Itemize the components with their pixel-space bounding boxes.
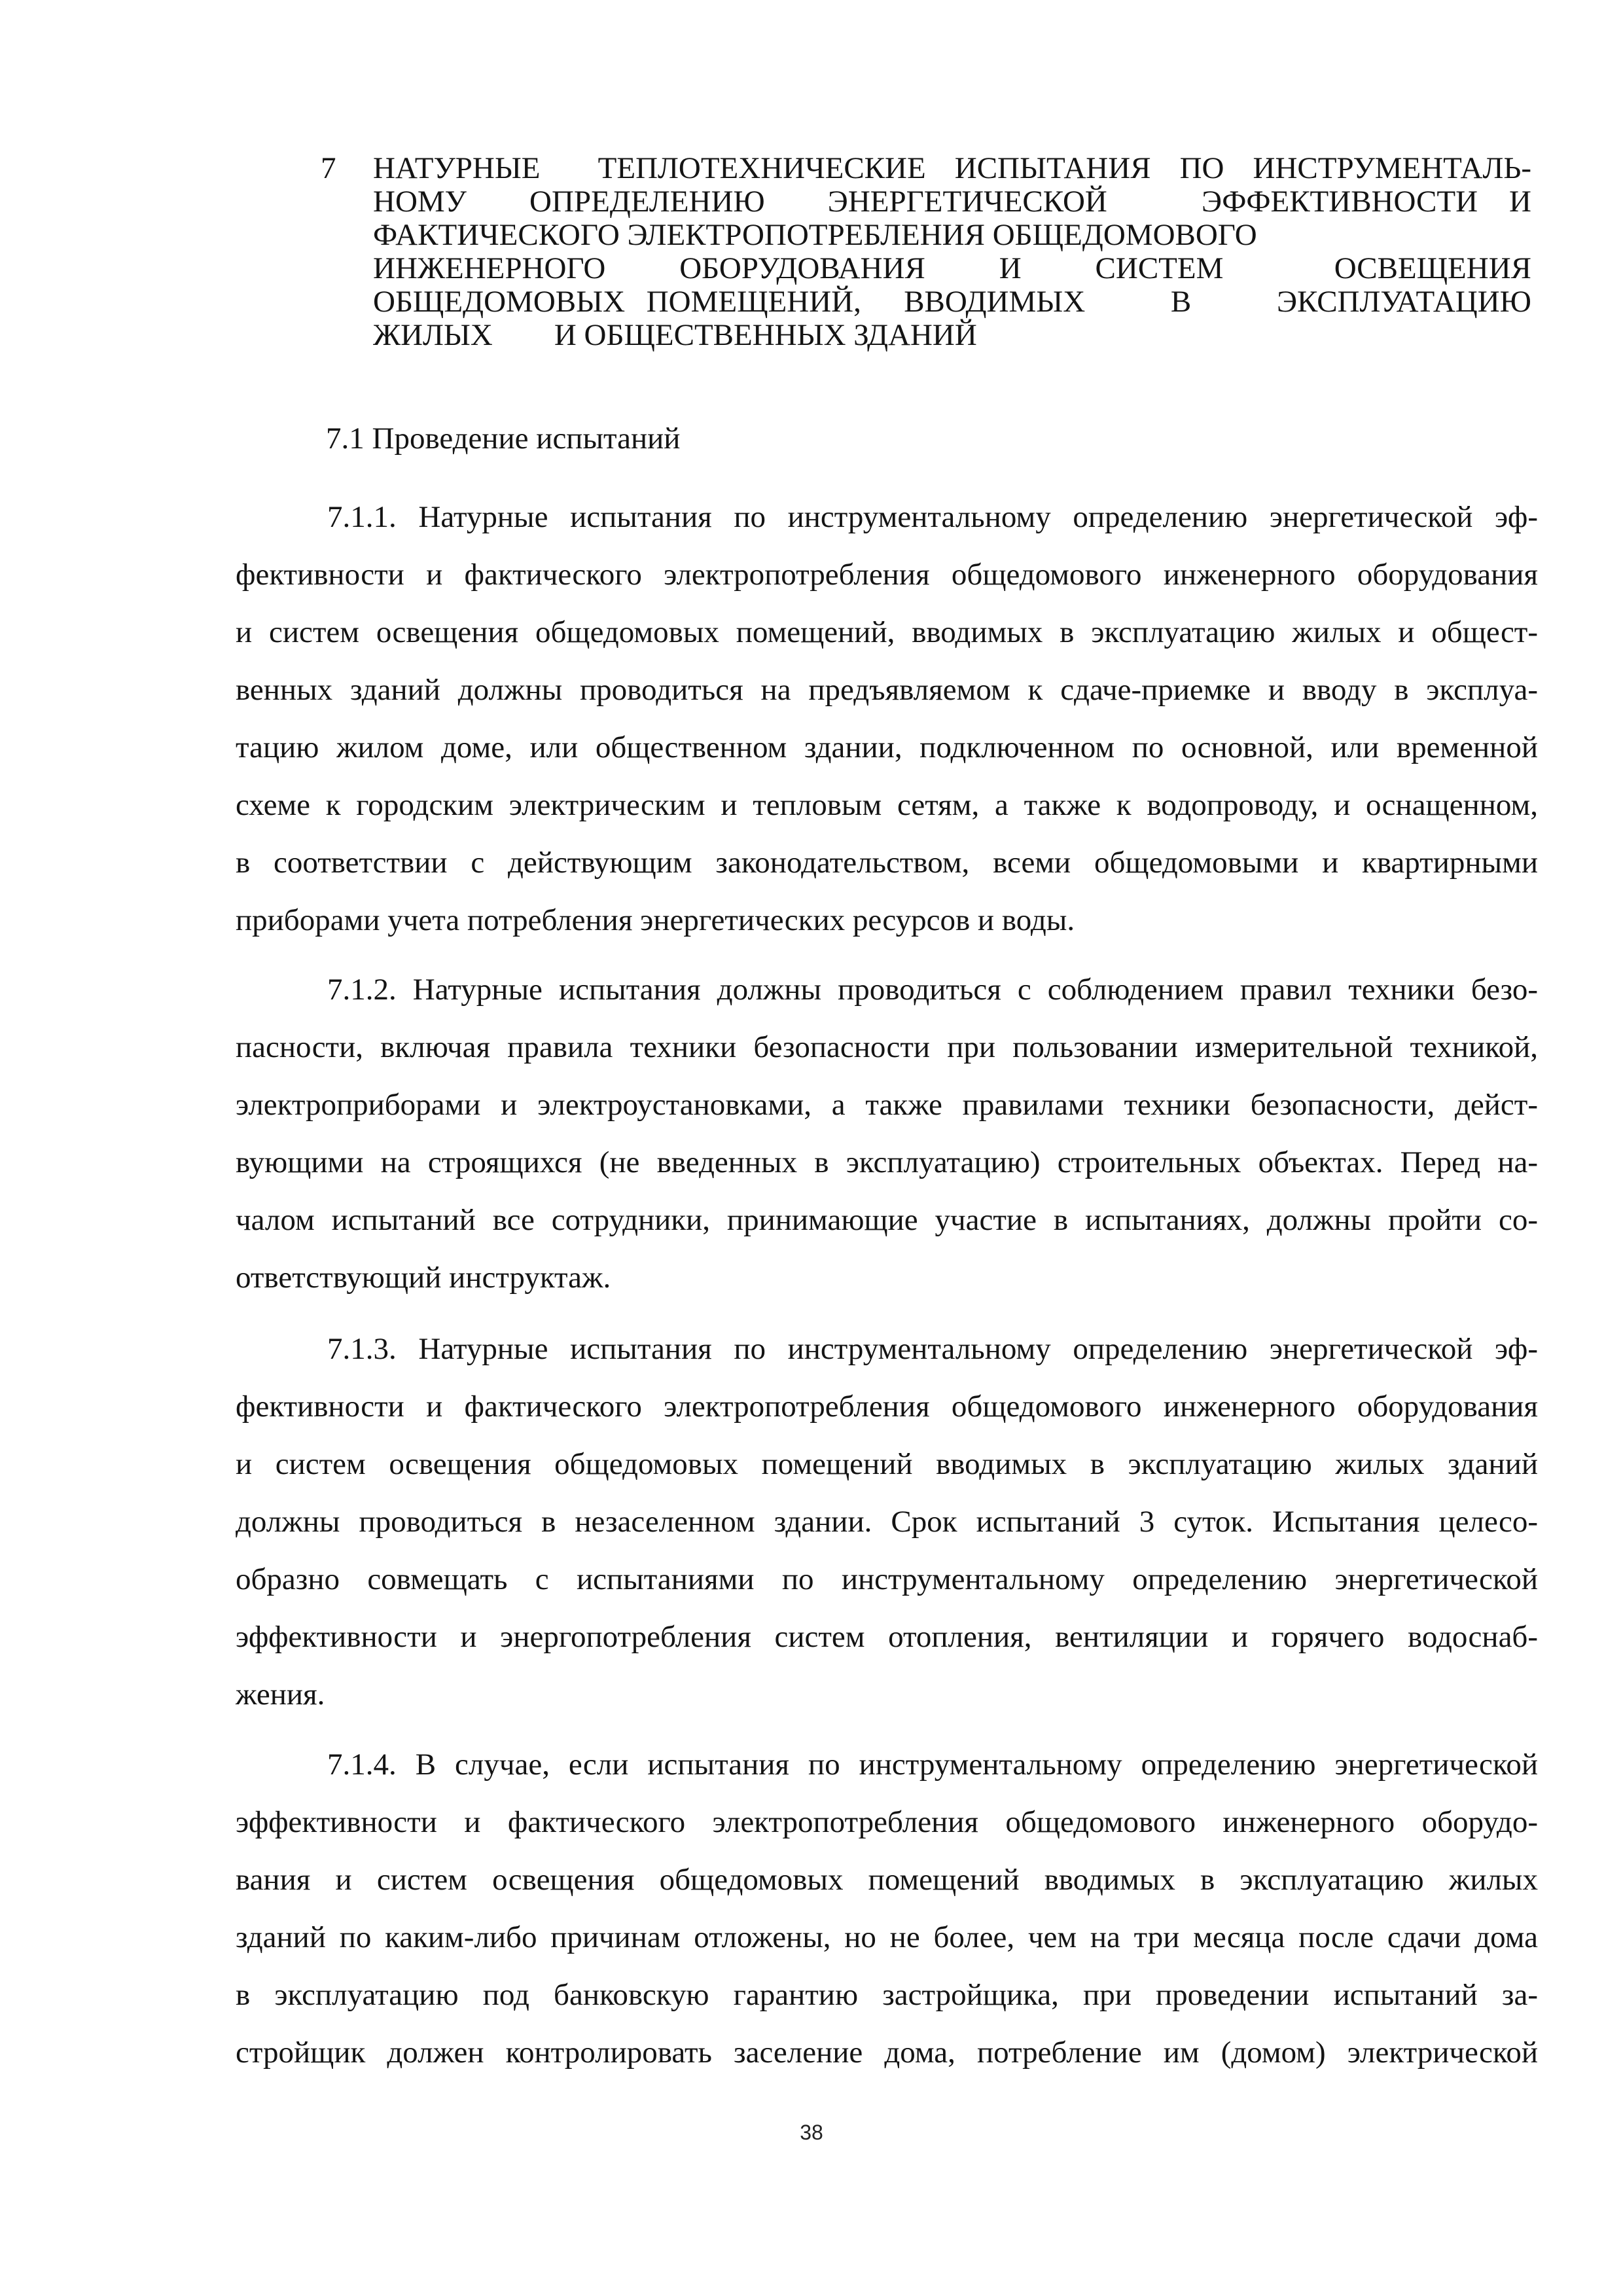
paragraph-line: образно совмещать с испытаниями по инструментальному определению энергетической	[236, 1562, 1538, 1596]
paragraph-line: эффективности и энергопотребления систем отопления, вентиляции и горячего водоснаб-	[236, 1620, 1538, 1654]
paragraph-line: схеме к городским электрическим и тепловым сетям, а также к водопроводу, и оснащенном,	[236, 788, 1538, 822]
paragraph-line: чалом испытаний все сотрудники, принимающие участие в испытаниях, должны пройти со-	[236, 1203, 1538, 1237]
paragraph-line: жения.	[236, 1677, 325, 1712]
paragraph-line: эффективности и фактического электропотребления общедомового инженерного оборудо-	[236, 1805, 1538, 1839]
paragraph-line: и систем освещения общедомовых помещений вводимых в эксплуатацию жилых зданий	[236, 1447, 1538, 1481]
paragraph-line: электроприборами и электроустановками, а также правилами техники безопасности, дейст-	[236, 1088, 1538, 1122]
section-title-line: ИНЖЕНЕРНОГО ОБОРУДОВАНИЯ И СИСТЕМ ОСВЕЩЕНИЯ	[373, 251, 1531, 285]
subsection-title: 7.1 Проведение испытаний	[326, 422, 681, 456]
section-title-line: ЖИЛЫХ И ОБЩЕСТВЕННЫХ ЗДАНИЙ	[373, 318, 977, 352]
paragraph-line: фективности и фактического электропотребления общедомового инженерного оборудования	[236, 558, 1538, 592]
paragraph-line: 7.1.1. Натурные испытания по инструментальному определению энергетической эф-	[327, 500, 1538, 534]
paragraph-7-1-2	[236, 961, 1538, 1306]
paragraph-line: тацию жилом доме, или общественном здании, подключенном по основной, или временной	[236, 730, 1538, 764]
paragraph-line: в соответствии с действующим законодательством, всеми общедомовыми и квартирными	[236, 846, 1538, 880]
section-title-line: НАТУРНЫЕ ТЕПЛОТЕХНИЧЕСКИЕ ИСПЫТАНИЯ ПО ИНСТРУМЕНТАЛЬ-	[373, 151, 1531, 185]
section-title-line: НОМУ ОПРЕДЕЛЕНИЮ ЭНЕРГЕТИЧЕСКОЙ ЭФФЕКТИВНОСТИ И	[373, 185, 1531, 219]
paragraph-line: стройщик должен контролировать заселение дома, потребление им (домом) электрической	[236, 2036, 1538, 2070]
paragraph-line: вания и систем освещения общедомовых помещений вводимых в эксплуатацию жилых	[236, 1863, 1538, 1897]
section-title-line: ОБЩЕДОМОВЫХ ПОМЕЩЕНИЙ, ВВОДИМЫХ В ЭКСПЛУАТАЦИЮ	[373, 285, 1531, 319]
section-title-line: ФАКТИЧЕСКОГО ЭЛЕКТРОПОТРЕБЛЕНИЯ ОБЩЕДОМОВОГО	[373, 218, 1257, 252]
page-number: 38	[800, 2121, 823, 2144]
paragraph-line: в эксплуатацию под банковскую гарантию застройщика, при проведении испытаний за-	[236, 1978, 1538, 2012]
section-number: 7	[321, 151, 336, 185]
paragraph-line: должны проводиться в незаселенном здании. Срок испытаний 3 суток. Испытания целесо-	[236, 1505, 1538, 1539]
paragraph-line: вующими на строящихся (не введенных в эксплуатацию) строительных объектах. Перед на-	[236, 1145, 1538, 1179]
paragraph-line: зданий по каким-либо причинам отложены, но не более, чем на три месяца после сдачи дома	[236, 1920, 1538, 1954]
paragraph-line: пасности, включая правила техники безопасности при пользовании измерительной техникой,	[236, 1030, 1538, 1064]
paragraph-line: ответствующий инструктаж.	[236, 1261, 611, 1295]
paragraph-line: приборами учета потребления энергетических ресурсов и воды.	[236, 903, 1075, 937]
section-title	[373, 152, 1531, 352]
paragraph-line: 7.1.2. Натурные испытания должны проводиться с соблюдением правил техники безо-	[327, 973, 1538, 1007]
paragraph-7-1-3	[236, 1320, 1538, 1723]
paragraph-line: 7.1.3. Натурные испытания по инструментальному определению энергетической эф-	[327, 1332, 1538, 1366]
paragraph-line: 7.1.4. В случае, если испытания по инструментальному определению энергетической	[327, 1748, 1538, 1782]
paragraph-line: венных зданий должны проводиться на предъявляемом к сдаче-приемке и вводу в эксплуа-	[236, 673, 1538, 707]
paragraph-line: фективности и фактического электропотребления общедомового инженерного оборудования	[236, 1390, 1538, 1424]
paragraph-7-1-1	[236, 488, 1538, 949]
paragraph-7-1-4	[236, 1736, 1538, 2081]
paragraph-line: и систем освещения общедомовых помещений, вводимых в эксплуатацию жилых и общест-	[236, 615, 1538, 649]
